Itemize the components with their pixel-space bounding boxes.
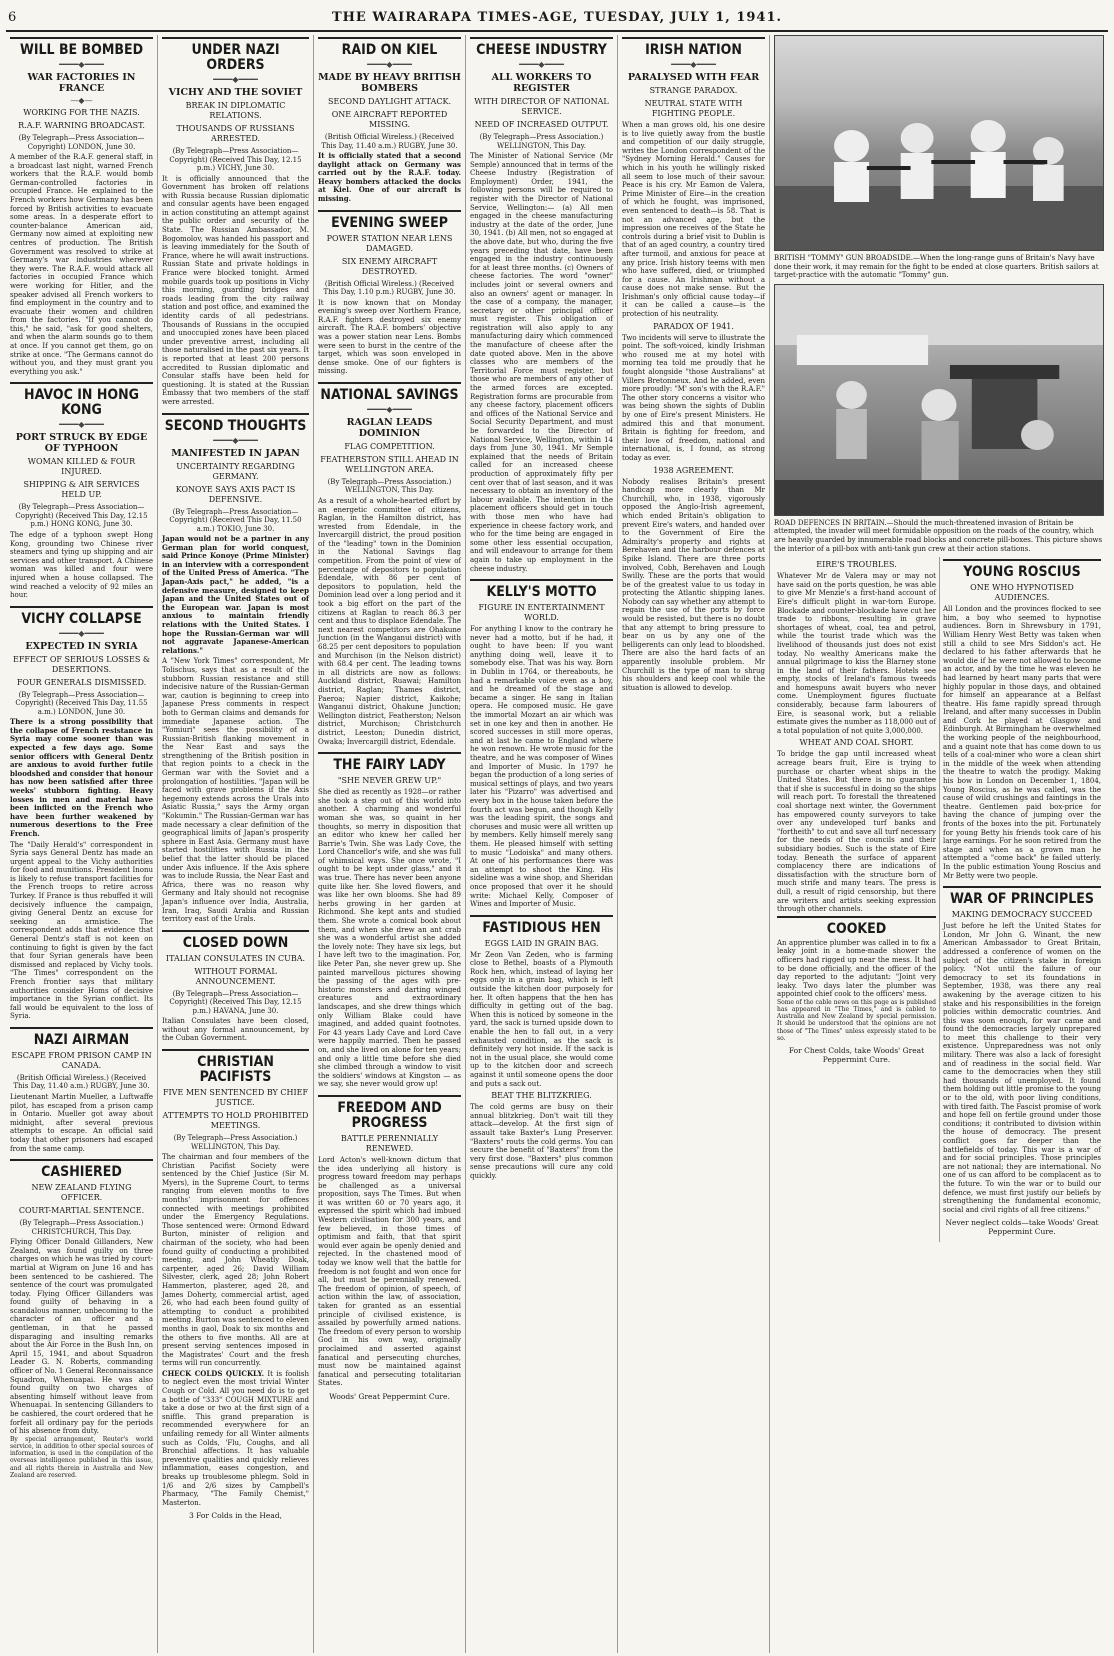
dateline: (By Telegraph—Press Association.) CHRISTCHURCH, This Day. [19, 1219, 144, 1236]
subheadline: ESCAPE FROM PRISON CAMP IN CANADA. [11, 1050, 152, 1070]
subheadline: R.A.F. WARNING BROADCAST. [18, 121, 145, 130]
article-body: Two incidents will serve to illustrate the point. The soft-voiced, kindly Irishman who roused me at my hotel with morning tea told me proudly that he fought alongside "those Australians" at Villers Bretonneux. And he added, even more proudly: "M' son's with the R.A.F." The other story concerns a visitor who was being shown the sights of Dublin by one of Eire's present Ministers. He admired this and that monument. Britain is fighting for freedom, and their love of freedom, national and international, is, I found, as strong today as ever. [622, 333, 765, 462]
pillbox-image-icon [775, 285, 1103, 515]
subheadline: NEUTRAL STATE WITH FIGHTING PEOPLE. [644, 99, 743, 118]
masthead [6, 4, 1108, 32]
subheadline: ALL WORKERS TO REGISTER [491, 72, 592, 94]
ad-footer: 3 For Colds in the Head, [188, 1511, 283, 1521]
subheadline: "SHE NEVER GREW UP." [337, 776, 442, 786]
article-body: Whatever Mr de Valera may or may not have said on the ports question, he was able to give Mr Menzie's a first-hand account of Eire's difficult plight in war-torn Europe. Blockade and counter-blockade have cut her trade to ribbons, resulting in grave shortages of wheat, coal, tea and petrol, while the tourist trade which was the livelihood of thousands just does not exist today. No wealthy Americans make the annual pilgrimage to kiss the Blarney stone in the land of their fathers. Hotels see empty, stocks of Ireland's famous tweeds and homespuns await buyers who never come. Unemployment figures fluctuate considerably, because farm labourers of Eire, is seasonal work, but a reliable estimate gives the number as 118,000 out of a total population of not quite 3,000,000. [777, 572, 936, 735]
dateline: (By Telegraph—Press Association—Copyright) LONDON, June 30. [18, 134, 145, 151]
divider: ━━━━◆━━━━ [59, 60, 104, 69]
subheadline: BREAK IN DIPLOMATIC RELATIONS. [185, 101, 286, 120]
divider: ━━━━◆━━━━ [213, 75, 258, 84]
headline: NAZI AIRMAN [10, 1027, 153, 1048]
photo-caption: ROAD DEFENCES IN BRITAIN.—Should the much-threatened invasion of Britain be attempted, the invader will meet formidable opposition on the roads of the country, which are heavily guarded by innumerable road blocks and concrete pill-boxes. This picture shows the interior of a pill-box with anti-tank gun crew at their action stations. [774, 518, 1103, 553]
subheadline: THOUSANDS OF RUSSIANS ARRESTED. [176, 124, 295, 143]
article-second-thoughts [162, 413, 309, 924]
subheadline: SIX ENEMY AIRCRAFT DESTROYED. [341, 256, 438, 276]
advertisement [162, 1370, 309, 1508]
subheadline: RAGLAN LEADS DOMINION [346, 416, 433, 439]
headline: SECOND THOUGHTS [162, 413, 309, 434]
article-irish-nation [622, 37, 765, 692]
dateline: (By Telegraph—Press Association—Copyright) (Received This Day, 12.15 p.m.) HONG KONG, June 30. [15, 503, 148, 529]
newspaper-title: THE WAIRARAPA TIMES-AGE, TUESDAY, JULY 1, 1941. [331, 9, 783, 25]
dateline: (By Telegraph—Press Association—Copyright) (Received This Day, 12.15 p.m.) VICHY, June 30. [169, 147, 302, 172]
subheadline: WAR FACTORIES IN FRANCE [27, 72, 136, 94]
article-lead: There is a strong possibility that the collapse of French resistance in Syria may come sooner than was expected a few days ago. Some senior officers with General Dentz are anxious to avoid further futile bloodshed and consider that honour has now been satisfied after three weeks' stubborn fighting. Heavy losses in men and material have been inflicted on the French who have been further weakened by numerous desertions to the Free French. [10, 717, 153, 838]
subheadline: NEW ZEALAND FLYING OFFICER. [31, 1183, 132, 1203]
article-body: It is now known that on Monday evening's sweep over Northern France, R.A.F. fighters destroyed six enemy aircraft. The R.A.F. bombers' objective was a power station near Lens. Bombs were seen to burst in the centre of the target, which was soon enveloped in dense smoke. One of our fighters is missing. [318, 298, 461, 376]
article-under-nazi-orders [162, 37, 309, 407]
headline: WAR OF PRINCIPLES [943, 886, 1101, 907]
article-body: Just before he left the United States for London, Mr John G. Winant, the new American Ambassador to Great Britain, addressed a conference of women on the subject of the citizen's stake in foreign policy. "Not until the failure of our democracy to set its foundations in September, 1938, was there any real awakening by the average citizen to his stake and his responsibilities in the foreign policies within democratic countries. And this was soon enough, for war came and found the democracies largely unprepared to meet this challenge to their very existence. Unpreparedness was not only military. There was also a lack of foresight and of readiness in the social field. War came to the democracies when they still had thousands of unemployed. It found them holding out little promise to the young or to the old, with poor living conditions, with tired faith. The Fascist promise of work and hope fell on fertile ground under those conditions; it contributed to division within the house of democracy. The present conflict goes far deeper than the battlefields of today. This war is a war of and for social principles. Those principles are not national; they are international. No one of us can afford to be complacent as to the future. To win the war or to build our defence, we must first justify our beliefs by strengthening the fundamental economic, social and civil rights of all free citizens." [943, 922, 1101, 1214]
column-5 [618, 35, 770, 1653]
dateline: (By Telegraph—Press Association—Copyright) (Received This Day, 11.55 a.m.) LONDON, June 30. [15, 690, 148, 716]
dateline: (By Telegraph—Press Association.) WELLINGTON, This Day. [327, 477, 452, 495]
subheadline: EGGS LAID IN GRAIN BAG. [484, 938, 599, 948]
photo-pill-box [774, 284, 1104, 516]
headline: CHEESE INDUSTRY [470, 37, 613, 58]
subheadline: WITH DIRECTOR OF NATIONAL SERVICE. [474, 97, 609, 116]
ad-text: It is foolish to neglect even the most trivial Winter Cough or Cold. All you need do is to get a bottle of "333" COUGH MIXTURE and take a dose or two at the first sign of a sniffle. This grand preparation is recommended everywhere for an unfailing remedy for all Winter ailments such as Colds, 'Flu, Coughs, and all Bronchial affections. It has valuable preventive qualities and quickly relieves inflammation, eases congestion, and breaks up troublesome phlegm. Sold in 1/6 and 2/6 sizes by Campbell's Pharmacy, "The Family Chemist," Masterton. [162, 1369, 309, 1507]
article-body: Lieutenant Martin Mueller, a Luftwaffe pilot, has escaped from a prison camp in Ontario. Mueller got away about midnight, after several previous attempts to escape. An official said today that other prisoners had escaped from the same camp. [10, 1092, 153, 1153]
article-body: The "Daily Herald's" correspondent in Syria says General Dentz has made an urgent appeal to the Vichy authorities for food and munitions. President Inonu is likely to refuse transport facilities for the French troops to retire across Turkey. If France is thus rebuffed it will decisively influence the campaign, giving General Dentz an excuse for seeking an armistice. The correspondent adds that evidence that General Dentz's staff is not keen on continuing to fight is given by the fact that four Syrian generals have been dismissed and replaced by Vichy tools. "The Times" correspondent on the French frontier says that military authorities consider Homs of decisive importance in the Syrian conflict. Its fall would be equivalent to the loss of Syria. [10, 840, 153, 1021]
headline: FREEDOM AND PROGRESS [318, 1095, 461, 1131]
subheadline: MAKING DEMOCRACY SUCCEED [951, 910, 1093, 920]
subheadline: PARALYSED WITH FEAR [627, 72, 760, 83]
footnote: By special arrangement, Reuter's world service, in addition to other special sources of information, is used in the compilation of the overseas intelligence published in this issue, and all rights therein in Australia and New Zealand are reserved. [10, 1435, 153, 1479]
section-heading: 1938 AGREEMENT. [653, 465, 734, 475]
article-body: All London and the provinces flocked to see him, a boy who seemed to hypnotise audiences. Born in Shrewsbury in 1791, William Henry West Betty was taken when still a child to see Mrs Siddon's act. He declared to his father afterwards that he would die if he were not allowed to become an actor, and by the time he was eleven he had learned by heart many parts that were highly popular in those days, and obtained for himself an appearance at a Belfast theatre. His fame rapidly spread through Ireland, and after many successes in Dublin and Cork he played at Glasgow and Edinburgh. At Birmingham he overwhelmed the working people of the neighbourhood, and a quaint note that has come down to us tells of a coal-miner who wore a clean shirt in the middle of the week when attending the theatre to watch the prodigy. Making his bow in London on December 1, 1804, Young Roscius, as he was called, was the cause of wild crushings and faintings in the theatre. Gentlemen paid box-price for having the chance of jumping over the fronts of the boxes into the pit. Fortunately for young Betty his friends took care of his large earnings. For he soon retired from the stage and when as a grown man he attempted a "come back" he failed utterly. In the public estimation Young Roscius and Mr Betty were two people. [943, 605, 1101, 880]
sailors-image-icon [775, 36, 1103, 250]
divider: ━━━━◆━━━━ [213, 435, 258, 445]
headline: NATIONAL SAVINGS [318, 382, 461, 403]
subheadline: FOUR GENERALS DISMISSED. [16, 677, 147, 687]
article-raid-on-kiel [318, 37, 461, 204]
subheadline: ONE AIRCRAFT REPORTED MISSING. [331, 110, 448, 129]
photo-tommy-gun [774, 35, 1104, 251]
divider: ━━━━◆━━━━ [671, 60, 716, 69]
lower-split-columns [774, 557, 1104, 1242]
dateline: (By Telegraph—Press Association.) WELLINGTON, This Day. [173, 1134, 298, 1151]
column-1 [6, 35, 158, 1653]
subheadline: EFFECT OF SERIOUS LOSSES & DESERTIONS. [13, 654, 150, 674]
article-body: The edge of a typhoon swept Hong Kong, grounding two Chinese river steamers and tying up shipping and air services and other transport. A Chinese woman was killed and four were injured when a house collapsed. The wind reached a velocity of 92 miles an hour. [10, 530, 153, 600]
headline: KELLY'S MOTTO [470, 579, 613, 600]
subheadline: EXPECTED IN SYRIA [25, 640, 138, 652]
article-body: When a man grows old, his one desire is to live quietly away from the bustle and competition of our daily struggle, writes the London correspondent of the "Sydney Morning Herald." Causes for which in his youth he willingly risked all seem to lose much of their savour. Peace is his cry. Mr Eamon de Valera, Prime Minister of Eire—in the creation of which he fought, was imprisoned, even sentenced to death—is 58. That is not an advanced age, but the impression one receives of the State he controls during a brief visit to Dublin is that of an aged country, a country tired after turmoil, and anxious for peace at any price. Irish history teems with men who have suffered, died, or triumphed for a cause. An Irishman without a cause does not make sense. But the Irishman's only official cause today—if it can be called a cause—is the protection of his neutrality. [622, 121, 765, 319]
subheadline: FIVE MEN SENTENCED BY CHIEF JUSTICE. [162, 1088, 309, 1108]
ad-heading: BEAT THE BLITZKRIEG. [491, 1091, 592, 1101]
column-6 [770, 35, 1108, 1653]
headline: YOUNG ROSCIUS [943, 559, 1101, 580]
subheadline: WOMAN KILLED & FOUR INJURED. [27, 457, 136, 477]
article-body: The chairman and four members of the Christian Pacifist Society were sentenced by the Chief Justice (Sir M. Myers), in the Supreme Court, to terms ranging from eleven months to five months' imprisonment for offences connected with meetings prohibited under the Emergency Regulations. Those sentenced were: Ormond Edward Burton, minister of religion and chairman of the society, who had been found guilty of conducting a prohibited meeting, and John Wheatly Doak, carpenter, aged 26; David William Silvester, clerk, aged 28; John Robert Hammerton, plasterer, aged 28, and James Doherty, commercial artist, aged 26, who had each been found guilty of attempting to conduct a prohibited meeting. Burton was sentenced to eleven months in gaol, Doak to six months and the others to five months. All are at present serving sentences imposed in the Magistrates' Court and the fresh terms will run concurrently. [162, 1153, 310, 1368]
article-body: Nobody realises Britain's present handicap more clearly than Mr Churchill, who, in 1938, vigorously opposed the Anglo-Irish agreement, which ended Britain's obligation to prevent Eire's waters, and handed over to the Government of Eire the Admiralty's property and rights at Berehaven and the harbour defences at Spike Island. There are three ports involved, Cobh, Berehaven and Lough Swilly. These are the ports that would be of the greatest value to us today in protecting the Atlantic shipping lanes. Nobody can say whether any attempt to regain the use of the ports by force would be resisted, but there is no doubt that any attempt to bring pressure to bear on us by any one of the belligerents can only lead to bloodshed. There are also the hard facts of an apparently insoluble problem. Mr Churchill is the type of man to shrug his shoulders and keep cool while the situation is allowed to develop. [622, 477, 765, 692]
advertisement: Woods' Great Peppermint Cure. [329, 1391, 450, 1401]
column-6b [939, 557, 1104, 1242]
subheadline: FEATHERSTON STILL AHEAD IN WELLINGTON AREA. [320, 454, 459, 474]
article-body: An apprentice plumber was called in to fix a leaky joint in a home-made shower the officers had rigged up near the mess. It had to be done officially, and the officer of the day reported to the adjutant: "Joint very leaky. Two days later the plumber was appointed chief cook to the officers' mess. [777, 938, 936, 999]
article-fairy-lady [318, 752, 461, 1089]
divider: —◆— [70, 96, 93, 105]
dateline: (British Official Wireless.) (Received This Day, 11.40 a.m.) RUGBY, June 30. [13, 1073, 150, 1091]
divider: ━━━━◆━━━━ [59, 420, 104, 430]
column-2 [158, 35, 314, 1653]
headline: HAVOC IN HONG KONG [10, 382, 153, 418]
subheadline: VICHY AND THE SOVIET [168, 87, 303, 98]
article-closed-down [162, 930, 309, 1043]
ad-heading: CHECK COLDS QUICKLY. [162, 1368, 265, 1378]
photo-caption: BRITISH "TOMMY" GUN BROADSIDE.—When the long-range guns of Britain's Navy have done their work, it may remain for the fight to be ended at close quarters. British sailors at target-practice with the automatic "Tommy" gun. [774, 254, 1099, 280]
article-body: Lord Acton's well-known dictum that the idea underlying all history is progress toward freedom may perhaps be challenged as a universal proposition, says The Times. But when it was written 60 or 70 years ago, it expressed the spirit which had imbued Western civilisation for 300 years, and few believed, in those times of optimism and faith, that that spirit would ever again be openly denied and rejected. In the chastened mood of today we know well that the battle for freedom is not fought and won once for all, but must be perennially renewed. The freedom of opinion, of speech, of action within the law, of association, taken for granted as an essential principle of civilised existence, is assailed by powerfully armed nations. The freedom of every person to worship God in his own way, originally proclaimed and asserted against fanatical and persecuting churches, must now be maintained against fanatical and persecuting totalitarian States. [318, 1155, 461, 1388]
page-number: 6 [8, 10, 17, 25]
headline: UNDER NAZI ORDERS [162, 37, 309, 73]
article-body: Italian Consulates have been closed, without any formal announcement, by the Cuban Government. [162, 1017, 309, 1043]
article-fastidious-hen [470, 915, 613, 1181]
article-body: She died as recently as 1928—or rather she took a step out of this world into another. A charming and wonderful woman she was, so quaint in her thoughts, so merry in disposition that an editor who knew her called her Barrie's Twin. She was Lady Cove, the Lord Chancellor's wife, and she was full of whimsical ways. She once wrote, "I ought to be kept under glass," and it was true. There has never been anyone quite like her. She loved flowers, and was like her own blooms. She had 89 herbs growing in her garden at Richmond. She kept ants and studied them. She wrote a comical book about them, and when she drew an ant crab she was a wonderful artist she added the lovely note: They have six legs, but I have left two to the imagination. For, like Peter Pan, she never grew up. She painted marvellous pictures showing the passing of the ages with pre-historic monsters and darting winged creatures and extraordinary landscapes, and she drew things which only William Blake could have imagined, and added quaint footnotes. For 43 years Lady Cave and Lord Cave were happily married. Then he passed on, and she lived on alone for ten years; and only a little time before she died she climbed through a window to visit the soldiers' windows at Kingston — as we say, she never would grow up! [318, 788, 461, 1089]
headline: THE FAIRY LADY [318, 752, 461, 773]
headline: COOKED [777, 916, 936, 937]
column-6a [774, 557, 939, 1242]
advertisement: Never neglect colds—take Woods' Great Peppermint Cure. [945, 1218, 1099, 1237]
article-cheese-industry [470, 37, 613, 573]
divider: ━━━━◆━━━━ [59, 628, 104, 638]
article-young-roscius [943, 559, 1101, 880]
article-body: Mr Zeon Van Zeden, who is farming close to Bethel, boasts of a Plymouth Rock hen, which, instead of laying her eggs only in a grain bag, which is left outside the kitchen door purposely for her. It often happens that the hen has difficulty in getting out of the bag. When this is noticed by someone in the yard, the sack is turned upside down to enable the hen to fall out, in a very exhausted condition, as the sack is definitely very hot inside. If the sack is not in the usual place, she would come up to the kitchen door and screech against it until someone opens the door and puts a sack out. [470, 950, 613, 1088]
headline: RAID ON KIEL [318, 37, 461, 58]
headline: FASTIDIOUS HEN [470, 915, 613, 936]
column-3 [314, 35, 466, 1653]
article-vichy-collapse [10, 606, 153, 1021]
subheadline: STRANGE PARADOX. [649, 86, 738, 95]
advertisement: The cold germs are busy on their annual blitzkrieg. Don't wait till they attack—develop. At the first sign of assault take Baxter's Lung Preserver. "Baxters" routs the cold germs. You can secure the benefit of "Baxters" from the very first dose. "Baxters" plus common sense precautions will cure any cold quickly. [470, 1103, 613, 1180]
subheadline: ONE WHO HYPNOTISED AUDIENCES. [970, 583, 1074, 603]
article-body: The Minister of National Service (Mr Semple) announced that in terms of the Cheese Industry (Registration of Employment) Order, 1941, the following persons will be required to register with the Director of National Service, Wellington:— (a) All men engaged in the cheese manufacturing industry at the date of the order, June 30, 1941. (b) All men, not so engaged at the above date, but who, during the five years preceding that date, have been engaged in the industry continuously for at least three months. (c) Owners of cheese factories. The word "owner" includes joint or several owners and also an owners' agent or manager. In the case of a company, the manager, secretary or other principal officer must register. This obligation of registration will also apply to any manufacturing dairy which commenced the manufacture of cheese after the date quoted above. Men in the above classes who are members of the Territorial Force must register, but those who are members of any other of the armed forces are excepted. Registration forms are procurable from any cheese factory, placement officers and offices of the National Service and Social Security Department, and must be forwarded to the Director of National Service, Wellington, within 14 days from June 30, 1941. Mr Semple explained that the needs of Britain called for an increased cheese production of approximately fifty per cent over that of last season, and it was necessary to obtain an inventory of the labour available. The intention in the placement officers should get in touch with those men who have had experience in cheese factory work, and who for the time being are engaged in some other less essential occupation, and will endeavour to arrange for them again to take up employment in the cheese industry. [470, 152, 613, 573]
article-christian-pacifists [162, 1049, 309, 1520]
article-war-of-principles [943, 886, 1101, 1236]
headline: WILL BE BOMBED [10, 37, 153, 58]
subheadline: UNCERTAINTY REGARDING GERMANY. [176, 461, 295, 481]
subheadline: SECOND DAYLIGHT ATTACK. [328, 97, 451, 106]
subheadline: ATTEMPTS TO HOLD PROHIBITED MEETINGS. [162, 1111, 309, 1131]
footnote: Some of the cable news on this page as is published has appeared in "The Times," and is cabled to Australia and New Zealand by special permission. It should be understood that the opinions are not those of "The Times" unless expressly stated to be so. [777, 998, 936, 1042]
subheadline: MADE BY HEAVY BRITISH BOMBERS [318, 72, 461, 94]
subheadline: PORT STRUCK BY EDGE OF TYPHOON [15, 432, 148, 455]
article-body: As a result of a whole-hearted effort by an energetic committee of citizens, Raglan, in the Hamilton district, has wrested from Edendale, in the Invercargill district, the proud position of the "leading" town in the Dominion in the National Savings flag competition. From the point of view of percentage of depositors to population Edendale, with 86 per cent of depositors to population, held the Dominion lead over a long period and it took a big effort on the part of the citizens at Raglan to reach 86.3 per cent and thus to displace Edendale. The next nearest competitors are Ohakune Junction (in the Wanganui district) with 68.25 per cent depositors to population and Murchison (in the Nelson district) with 68.4 per cent. The leading towns in all districts are now as follows: Auckland district, Ruawai; Hamilton district, Raglan; Thames district, Paeroa; Napier district, Kaikohe; Wanganui district, Ohakune Junction; Wellington district, Featherston; Nelson district, Murchison; Christchurch district, Leeston; Dunedin district, Owaka; Invercargill district, Edendale. [318, 496, 461, 746]
divider: ━━━━◆━━━━ [367, 60, 412, 69]
article-freedom-progress [318, 1095, 461, 1401]
article-evening-sweep [318, 210, 461, 376]
dateline: (By Telegraph—Press Association.) WELLINGTON, This Day. [479, 133, 604, 150]
subheadline: SHIPPING & AIR SERVICES HELD UP. [23, 480, 140, 500]
article-cashiered [10, 1159, 153, 1479]
columns [6, 35, 1108, 1653]
subheadline: MANIFESTED IN JAPAN [171, 447, 300, 459]
article-body: A member of the R.A.F. general staff, in a broadcast last night, warned French workers that the R.A.F. would bomb German-controlled factories in occupied France. He explained to the French workers how Germany has been forced by British activities to evacuate some areas. In a desperate effort to counter-balance American aid, Germany now aimed at exploiting new centres of production. The British Government was resolved to strike at Germany's war industries wherever they were. The R.A.F. would attack all factories in occupied France which were working for Hitler, and the speaker advised all French workers to find employment in the country and to evacuate their women and children from the factories. "If you cannot do this," he said, "ask for good shelters, and when the alarm sounds go to them at once. If you cannot get them, go on strike at once. "The Germans cannot do without you, and they must grant you everything you ask." [10, 153, 153, 376]
headline: CHRISTIAN PACIFISTS [162, 1049, 309, 1085]
subheadline: BATTLE PERENNIALLY RENEWED. [340, 1133, 439, 1153]
headline: CLOSED DOWN [162, 930, 309, 951]
subheadline: COURT-MARTIAL SENTENCE. [18, 1206, 145, 1216]
dateline: (By Telegraph—Press Association—Copyright) (Received This Day, 11.50 a.m.) TOKIO, June 30. [169, 507, 302, 533]
article-lead: Japan would not be a partner in any German plan for world conquest, said Prince Konoye (Prime Minister) in an interview with a correspondent of the United Press of America. "The Japan-Axis pact," he added, "is a defensive measure, designed to keep Japan and the United States out of the European war. Japan is most anxious to maintain friendly relations with the United States. I hope the Russian-German war will not aggravate Japanese-American relations." [162, 534, 309, 655]
subheadline: KONOYE SAYS AXIS PACT IS DEFENSIVE. [175, 484, 296, 504]
column-4 [466, 35, 618, 1653]
subheadline: FIGURE IN ENTERTAINMENT WORLD. [478, 603, 605, 623]
article-body: For anything I know to the contrary he never had a motto, but if he had, it ought to have been: If you want anything doing well, leave it to somebody else. That was his way. Born in Dublin in 1764, or thereabouts, he had a remarkable voice even as a boy, and he dreamed of the stage and became a singer. He sang in Italian opera. He composed music. He gave the immortal Mozart an air which was set in one key and then in another. He scored successes in still more operas, and at last he came to England where he won renown. He wrote music for the theatre, and he was composer of Wines and Importer of Music. In 1797 he began the production of a long series of musical settings of plays, and two years later his "Pizarro" was advertised and every box in the house taken before the fourth act was begun, and though Kelly was the leading spirit, the songs and choruses and music were all written up by members. Kelly himself merely sang them. He pleased himself with setting to music "Lodoiska" and many others. At one of his performances there was an attempt to shoot the King. His sideline was a wine shop, and Sheridan once proposed that over it he should write: Michael Kelly, Composer of Wines and Importer of Music. [470, 625, 613, 909]
subheadline: FLAG COMPETITION. [344, 441, 435, 451]
headline: VICHY COLLAPSE [10, 606, 153, 627]
subheadline: WITHOUT FORMAL ANNOUNCEMENT. [194, 966, 277, 986]
article-body: A "New York Times" correspondent, Mr Tolischus, says that as a result of the stubborn Russian resistance and still indecisive nature of the Russian-German war, caution is beginning to creep into Japanese Press comments in respect both to German claims and demands for immediate Japanese action. The "Yomiuri" sees the possibility of a Russian-British flanking movement in the Near East and says the strengthening of the British position in that region points to a check in the German war with the Soviet and a prolongation of hostilities. "Japan will be faced with grave problems if the Axis hegemony extends across the Urals into Asiatic Russia," says the Army organ "Kokumin." The Russian-German war has made necessary a clear definition of the geographical limits of Japan's prosperity sphere in East Asia. Germany must have started hostilities with Russia in the belief that the latter should be placed under Axis influence. If the Axis sphere was to include Russia, the Near East and Africa, there was no reason why Germany and Italy should not recognise Japan's influence over India, Australia, Iran, Iraq, Saudi Arabia and Russian territory east of the Urals. [162, 657, 309, 924]
article-kellys-motto [470, 579, 613, 909]
section-heading: PARADOX OF 1941. [653, 321, 734, 331]
headline: CASHIERED [10, 1159, 153, 1180]
section-heading: WHEAT AND COAL SHORT. [799, 738, 914, 748]
advertisement: For Chest Colds, take Woods' Great Peppermint Cure. [788, 1046, 925, 1065]
section-heading: EIRE'S TROUBLES. [816, 560, 897, 570]
subheadline: WORKING FOR THE NAZIS. [23, 108, 140, 117]
divider: ━━━━◆━━━━ [367, 404, 412, 414]
article-cooked [777, 916, 936, 1064]
subheadline: NEED OF INCREASED OUTPUT. [474, 120, 609, 129]
article-will-be-bombed [10, 37, 153, 376]
article-body: It is officially stated that a second daylight attack on Germany was carried out by the R.A.F. today. Heavy bombers attacked the docks at Kiel. One of our aircraft is missing. [318, 151, 461, 203]
article-havoc-hong-kong [10, 382, 153, 599]
article-national-savings [318, 382, 461, 746]
article-body: It is officially announced that the Government has broken off relations with Russia because Russian diplomatic and consular agents have been engaged in action constituting an attempt against the public order and security of the State. The Russian Ambassador, M. Bogomolov, was handed his passport and is leaving immediately for the South of France, where he will await instructions. Russian State and private holdings in France were blocked tonight. Armed mobile guards took up positions in Vichy this morning, guarding bridges and roads leading from the city railway station and post office, and examined the identity cards of all pedestrians. Thousands of Russians in the occupied and unoccupied zones have been placed under preventive arrest, including all those naturalised in the past six years. It is reported that at least 200 persons accredited to Russian diplomatic and Consular staffs have been held for questioning. It is stated at the Russian Embassy that two members of the staff were arrested. [162, 174, 309, 406]
subheadline: POWER STATION NEAR LENS DAMAGED. [326, 233, 453, 253]
dateline: (British Official Wireless.) (Received This Day, 11.40 a.m.) RUGBY, June 30. [321, 133, 458, 150]
dateline: (British Official Wireless.) (Received This Day, 1.10 p.m.) RUGBY, June 30. [323, 279, 456, 297]
article-body: To bridge the gap until increased wheat acreage bears fruit, Eire is trying to purchase or charter wheat ships in the United States. But there is no guarantee that if she is successful in doing so the ships will reach port. To forestall the threatened coal shortage next winter, the Government has empowered county surveyors to take over any undeveloped turf banks and "fortheith" to cut and save all turf necessary for the needs of the councils and their subsidiary bodies. Such is the state of Eire today. Beneath the surface of apparent complacency there are indications of dissatisfaction with the structure born of much strife and many tears. The press is dull, a result of rigid censorship, but there are writers and artists seeking expression through other channels. [777, 750, 936, 914]
headline: IRISH NATION [622, 37, 765, 58]
article-nazi-airman [10, 1027, 153, 1153]
article-body: Flying Officer Donald Gillanders, New Zealand, was found guilty on three charges on which he was tried by court-martial at Wigram on June 16 and has been sentenced to be cashiered. The sentence of the court was promulgated today. Flying Officer Gillanders was found guilty of behaving in a scandalous manner, unbecoming to the character of an officer and a gentleman, in that he passed disparaging and insulting remarks about the Air Force in the Bush Inn, on April 15, 1941, and about Squadron Leader G. N. Roberts, commanding officer of No. 1 General Reconnaissance Squadron, Whenuapai. He was also found guilty on two charges of absenting himself without leave from Whenuapai. In sentencing Gillanders to be cashiered, the court ordered that he forfeit all ordinary pay for the periods of his absence from duty. [10, 1238, 153, 1436]
dateline: (By Telegraph—Press Association—Copyright) (Received This Day, 12.15 p.m.) HAVANA, June 30. [169, 989, 302, 1015]
divider: ━━━━◆━━━━ [519, 60, 564, 69]
headline: EVENING SWEEP [318, 210, 461, 231]
subheadline: ITALIAN CONSULATES IN CUBA. [165, 953, 306, 963]
